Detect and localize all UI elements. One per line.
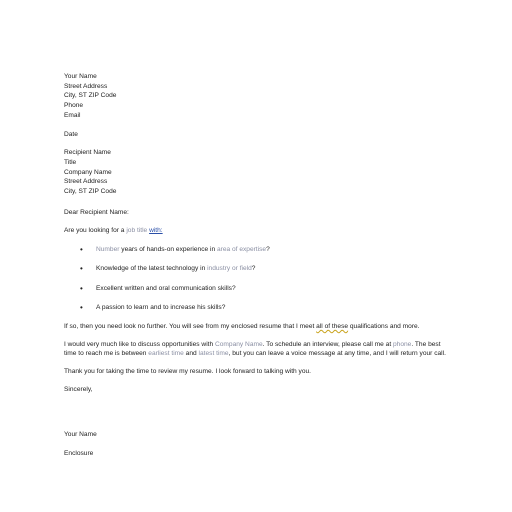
paragraph-interview xyxy=(64,340,448,359)
intro-line xyxy=(64,226,448,236)
earliest-time-placeholder[interactable]: earliest time xyxy=(148,350,184,358)
paragraph-thanks: Thank you for taking the time to review my resume. I look forward to talking with you. xyxy=(64,368,312,376)
list-item xyxy=(64,245,448,255)
para-text: qualifications and more. xyxy=(348,322,420,330)
sender-email: Email xyxy=(64,111,81,119)
para-text: . To schedule an interview, please call me at xyxy=(262,340,394,348)
latest-time-placeholder[interactable]: latest time xyxy=(198,350,229,358)
salutation: Dear Recipient Name: xyxy=(64,208,129,216)
list-item-text: Knowledge of the latest technology in xyxy=(96,265,208,273)
company-placeholder[interactable]: Company Name xyxy=(215,340,263,348)
bullet-icon: • xyxy=(80,264,83,274)
area-placeholder[interactable]: area of expertise xyxy=(216,246,267,254)
recipient-city: City, ST ZIP Code xyxy=(64,188,117,196)
recipient-company: Company Name xyxy=(64,168,112,176)
letter-date: Date xyxy=(64,130,78,138)
qualification-list xyxy=(64,245,448,312)
para-text: . The best time to reach me is between xyxy=(64,340,441,358)
list-item xyxy=(64,284,448,294)
sender-phone: Phone xyxy=(64,102,84,110)
bullet-icon: • xyxy=(80,302,83,312)
list-item-text: ? xyxy=(251,265,256,273)
list-item-text: Excellent written and oral communication skills? xyxy=(96,284,236,292)
sender-city: City, ST ZIP Code xyxy=(64,92,117,100)
list-item-text: ? xyxy=(266,246,270,254)
job-title-placeholder[interactable]: job title xyxy=(126,227,148,235)
sender-block xyxy=(64,72,448,121)
paragraph-qualifications xyxy=(64,322,448,332)
number-placeholder[interactable]: Number xyxy=(96,246,120,254)
with-link[interactable]: with: xyxy=(149,227,163,235)
para-text: If so, then you need look no further. You will see from my enclosed resume that I meet xyxy=(64,322,317,330)
all-of-these-text: all of these xyxy=(316,322,349,330)
list-item-text: A passion to learn and to increase his skills? xyxy=(96,303,226,311)
bullet-icon: • xyxy=(80,245,83,255)
para-text: and xyxy=(183,350,199,358)
enclosure-note: Enclosure xyxy=(64,450,94,458)
industry-placeholder[interactable]: industry or field xyxy=(207,265,252,273)
recipient-name: Recipient Name xyxy=(64,149,111,157)
closing: Sincerely, xyxy=(64,385,93,393)
sender-name: Your Name xyxy=(64,73,97,80)
para-text: , but you can leave a voice message at any time, and I will return your call. xyxy=(228,350,446,358)
bullet-icon: • xyxy=(80,283,83,293)
intro-text: Are you looking for a xyxy=(64,227,127,235)
list-item xyxy=(64,303,448,313)
cover-letter xyxy=(64,72,448,459)
phone-placeholder[interactable]: phone xyxy=(393,340,412,348)
sender-street: Street Address xyxy=(64,82,108,90)
signature-name: Your Name xyxy=(64,431,97,439)
recipient-title: Title xyxy=(64,158,77,166)
recipient-block xyxy=(64,148,448,197)
para-text: I would very much like to discuss opportunities with xyxy=(64,340,215,348)
list-item xyxy=(64,264,448,274)
recipient-street: Street Address xyxy=(64,178,108,186)
list-item-text: years of hands-on experience in xyxy=(119,246,217,254)
